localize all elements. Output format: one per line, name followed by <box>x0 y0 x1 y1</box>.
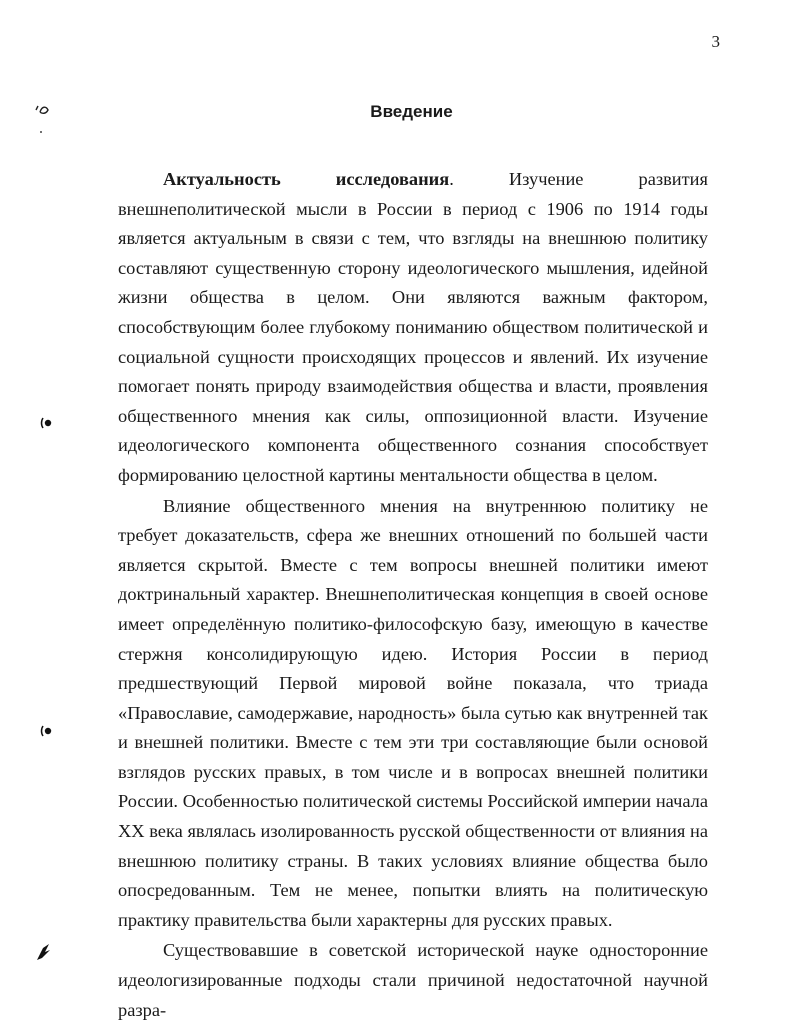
scan-mark-middle <box>40 416 54 430</box>
scan-mark-bottom <box>34 940 52 962</box>
paragraph-1-text: . Изучение развития внешнеполитической мысли в России в период с 1906 по 1914 годы является актуальным в связи с тем, что взгляды на внешнюю политику составляют существенную сторону идеологического мышления, идейной жизни общества в целом. Они являются важным фактором, способствующим более глубокому пониманию обществом политической и социальной сущности происходящих процессов и явлений. Их изучение помогает понять природу взаимодействия общества и власти, проявления общественного мнения как силы, оппозиционной власти. Изучение идеологического компонента общественного сознания способствует формированию целостной картины ментальности общества в целом. <box>118 169 708 485</box>
scan-mark-lower <box>40 724 54 738</box>
paragraph-2: Влияние общественного мнения на внутреннюю политику не требует доказательств, сфера же внешних отношений по большей части является скрытой. Вместе с тем вопросы внешней политики имеют доктринальный характер. Внешнеполитическая концепция в своей основе имеет определённую политико-философскую базу, имеющую в качестве стержня консолидирующую идею. История России в период предшествующий Первой мировой войне показала, что триада «Православие, самодержавие, народность» была сутью как внутренней так и внешней политики. Вместе с тем эти три составляющие были основой взглядов русских правых, в том числе и в вопросах внешней политики России. Особенностью политической системы Российской империи начала XX века являлась изолированность русской общественности от влияния на внешнюю политику страны. В таких условиях влияние общества было опосредованным. Тем не менее, попытки влиять на политическую практику правительства были характерны для русских правых. <box>118 495 708 930</box>
section-title: Введение <box>370 102 453 121</box>
page-number: 3 <box>711 32 720 51</box>
body-text <box>118 165 708 1026</box>
scan-mark-top <box>34 104 52 136</box>
paragraph-1 <box>118 165 708 491</box>
paragraph-1-lead: Актуальность исследования <box>163 169 450 189</box>
paragraph-3: Существовавшие в советской исторической науке односторонние идеологизированные подходы стали причиной недостаточной научной разра- <box>118 940 708 1020</box>
